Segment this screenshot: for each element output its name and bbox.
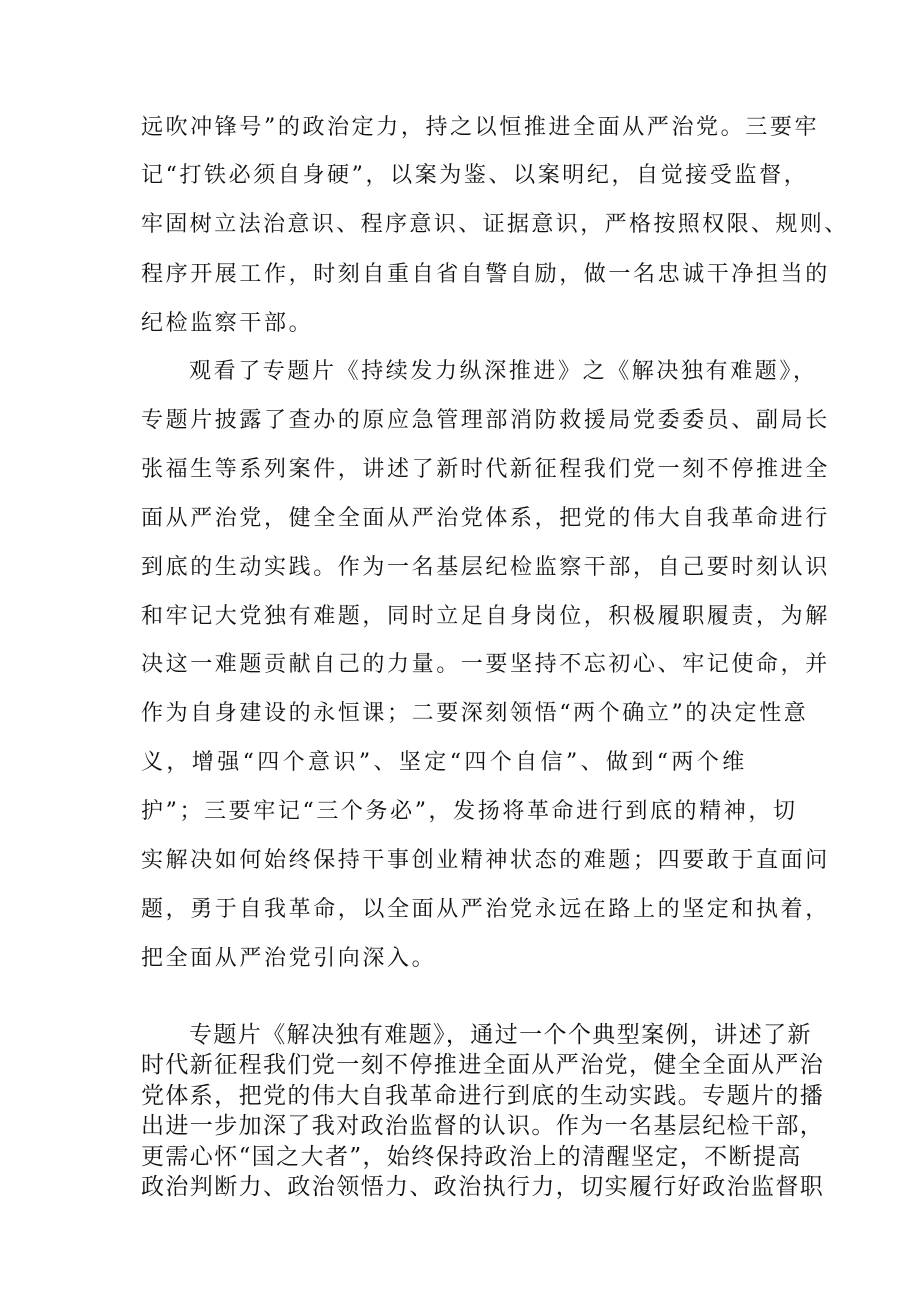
paragraph-line: 把全面从严治党引向深入。 — [141, 946, 437, 971]
paragraph-line: 决这一难题贡献自己的力量。一要坚持不忘初心、牢记使命，并 — [141, 652, 830, 677]
paragraph-line: 更需心怀“国之大者”，始终保持政治上的清醒坚定，不断提高 — [141, 1144, 802, 1170]
paragraph-line: 程序开展工作，时刻自重自省自警自励，做一名忠诚干净担当的 — [141, 262, 830, 287]
paragraph-line: 时代新征程我们党一刻不停推进全面从严治党，健全全面从严治 — [141, 1052, 825, 1078]
paragraph-line: 牢固树立法治意识、程序意识、证据意识，严格按照权限、规则、 — [141, 212, 849, 237]
paragraph-line: 护”；三要牢记“三个务必”，发扬将革命进行到底的精神，切 — [141, 799, 798, 824]
paragraph-line: 纪检监察干部。 — [141, 311, 314, 336]
paragraph-line: 专题片披露了查办的原应急管理部消防救援局党委委员、副局长 — [141, 408, 830, 433]
paragraph-line: 面从严治党，健全全面从严治党体系，把党的伟大自我革命进行 — [141, 506, 830, 531]
paragraph-line: 记“打铁必须自身硬”，以案为鉴、以案明纪，自觉接受监督， — [141, 163, 809, 188]
paragraph-line: 党体系，把党的伟大自我革命进行到底的生动实践。专题片的播 — [141, 1083, 825, 1109]
paragraph-line: 作为自身建设的永恒课；二要深刻领悟“两个确立”的决定性意 — [141, 701, 809, 726]
paragraph-line: 和牢记大党独有难题，同时立足自身岗位，积极履职履责，为解 — [141, 604, 830, 629]
paragraph-line: 实解决如何始终保持干事创业精神状态的难题；四要敢于直面问 — [141, 848, 830, 873]
paragraph-line: 远吹冲锋号”的政治定力，持之以恒推进全面从严治党。三要牢 — [141, 115, 820, 140]
paragraph-line: 观看了专题片《持续发力纵深推进》之《解决独有难题》， — [189, 359, 818, 384]
paragraph-line: 张福生等系列案件，讲述了新时代新征程我们党一刻不停推进全 — [141, 457, 830, 482]
paragraph-line: 到底的生动实践。作为一名基层纪检监察干部，自己要时刻认识 — [141, 555, 830, 580]
paragraph-line: 政治判断力、政治领悟力、政治执行力，切实履行好政治监督职 — [141, 1174, 825, 1200]
paragraph-line: 题，勇于自我革命，以全面从严治党永远在路上的坚定和执着， — [141, 897, 830, 922]
paragraph-line: 专题片《解决独有难题》，通过一个个典型案例，讲述了新 — [189, 1022, 812, 1048]
paragraph-line: 义，增强“四个意识”、坚定“四个自信”、做到“两个维 — [141, 750, 748, 775]
paragraph-line: 出进一步加深了我对政治监督的认识。作为一名基层纪检干部， — [141, 1113, 825, 1139]
